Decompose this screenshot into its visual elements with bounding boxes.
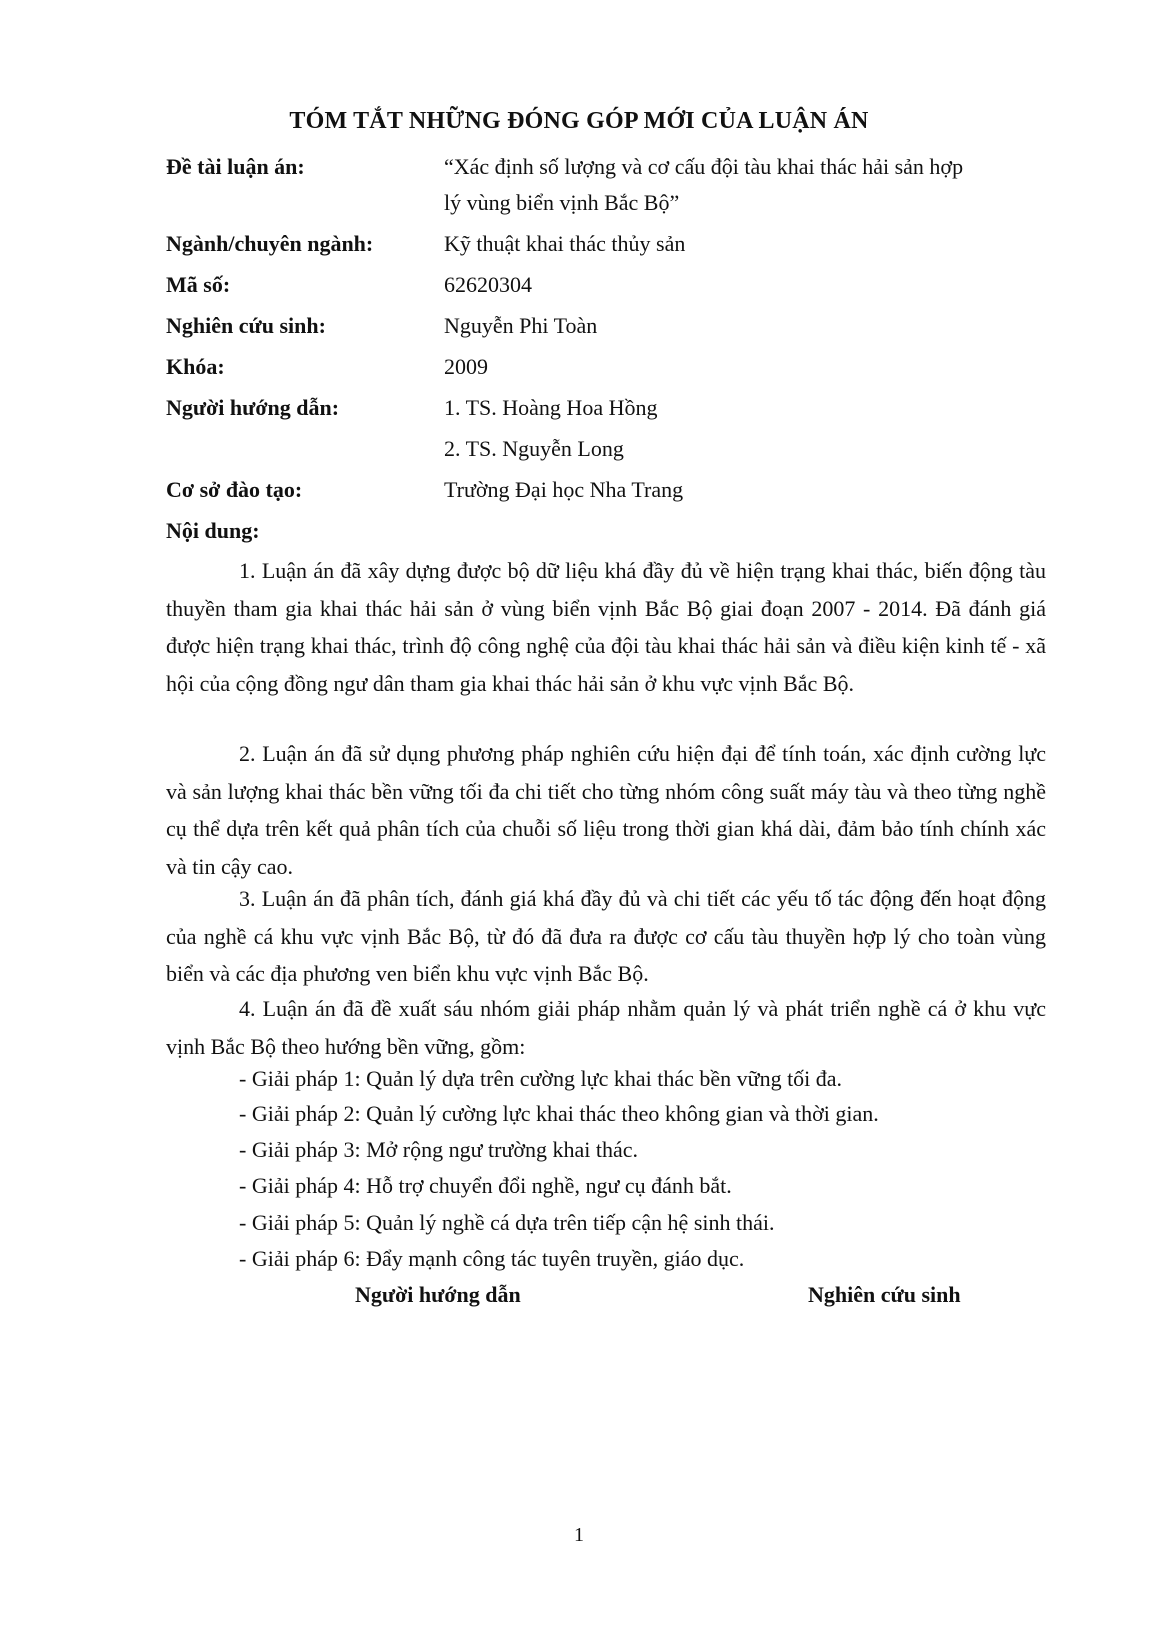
solution-2: - Giải pháp 2: Quản lý cường lực khai thác theo không gian và thời gian. [239,1101,879,1126]
advisor-2: 2. TS. Nguyễn Long [444,436,624,461]
student-value: Nguyễn Phi Toàn [444,313,598,338]
institution-label: Cơ sở đào tạo: [166,477,303,502]
paragraph-4: 4. Luận án đã đề xuất sáu nhóm giải pháp nhằm quản lý và phát triển nghề cá ở khu vực vịnh Bắc Bộ theo hướng bền vững, gồm: [166,996,1046,1059]
content-heading: Nội dung: [166,518,260,543]
solution-1: - Giải pháp 1: Quản lý dựa trên cường lực khai thác bền vững tối đa. [239,1066,843,1091]
topic-value-line1: “Xác định số lượng và cơ cấu đội tàu khai thác hải sản hợp [444,154,964,179]
topic-label: Đề tài luận án: [166,154,305,179]
code-value: 62620304 [444,272,532,297]
document-title: TÓM TẮT NHỮNG ĐÓNG GÓP MỚI CỦA LUẬN ÁN [289,108,869,134]
advisor-1: 1. TS. Hoàng Hoa Hồng [444,395,658,420]
solution-3: - Giải pháp 3: Mở rộng ngư trường khai thác. [239,1137,639,1162]
paragraph-2: 2. Luận án đã sử dụng phương pháp nghiên cứu hiện đại để tính toán, xác định cường lực và sản lượng khai thác bền vững tối đa chi tiết cho từng nhóm công suất máy tàu và theo từng nghề cụ thể dựa trên kết quả phân tích của chuỗi số liệu trong thời gian khá dài, đảm bảo tính chính xác và tin cậy cao. [166,741,1046,879]
advisor-label: Người hướng dẫn: [166,395,340,420]
institution-value: Trường Đại học Nha Trang [444,477,684,502]
paragraph-1: 1. Luận án đã xây dựng được bộ dữ liệu khá đầy đủ về hiện trạng khai thác, biến động tàu thuyền tham gia khai thác hải sản ở vùng biển vịnh Bắc Bộ giai đoạn 2007 - 2014. Đã đánh giá được hiện trạng khai thác, trình độ công nghệ của đội tàu khai thác hải sản và điều kiện kinh tế - xã hội của cộng đồng ngư dân tham gia khai thác hải sản ở khu vực vịnh Bắc Bộ. [166,558,1046,696]
code-label: Mã số: [166,272,231,297]
advisor-signature-label: Người hướng dẫn [355,1282,521,1307]
paragraph-3: 3. Luận án đã phân tích, đánh giá khá đầy đủ và chi tiết các yếu tố tác động đến hoạt động của nghề cá khu vực vịnh Bắc Bộ, từ đó đã đưa ra được cơ cấu tàu thuyền hợp lý cho toàn vùng biển và các địa phương ven biển khu vực vịnh Bắc Bộ. [166,886,1046,986]
course-label: Khóa: [166,354,225,379]
solution-5: - Giải pháp 5: Quản lý nghề cá dựa trên tiếp cận hệ sinh thái. [239,1210,775,1235]
solution-4: - Giải pháp 4: Hỗ trợ chuyển đổi nghề, ngư cụ đánh bắt. [239,1173,732,1198]
topic-value-line2: lý vùng biển vịnh Bắc Bộ” [444,190,680,215]
student-signature-label: Nghiên cứu sinh [808,1282,961,1307]
page-number: 1 [574,1524,584,1546]
solution-6: - Giải pháp 6: Đẩy mạnh công tác tuyên truyền, giáo dục. [239,1246,745,1271]
major-value: Kỹ thuật khai thác thủy sản [444,231,686,256]
student-label: Nghiên cứu sinh: [166,313,326,338]
course-value: 2009 [444,354,488,379]
major-label: Ngành/chuyên ngành: [166,231,374,256]
